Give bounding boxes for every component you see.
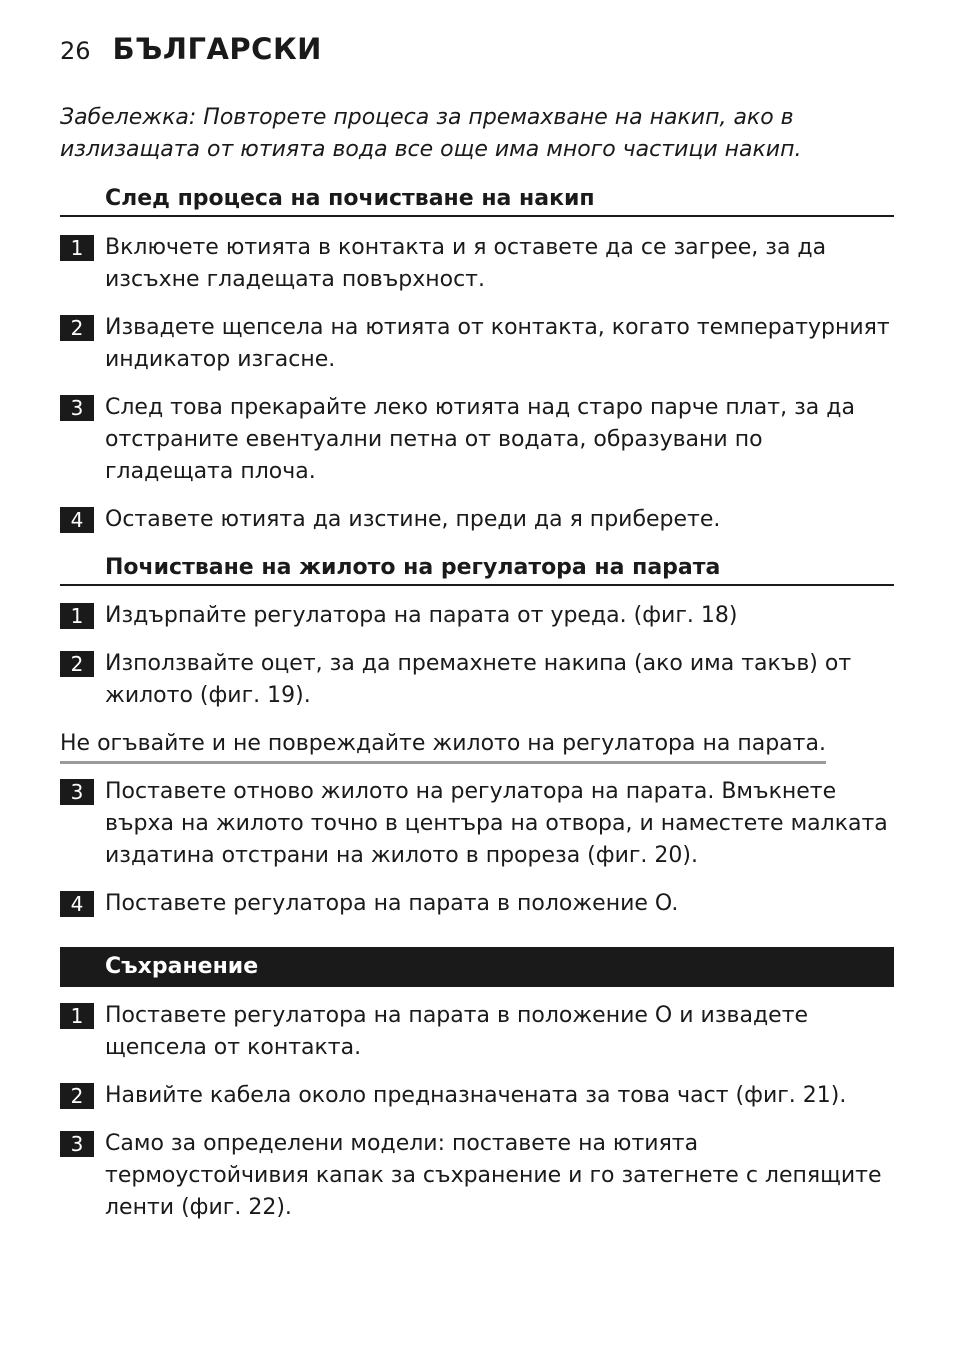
step-text: Оставете ютията да изстине, преди да я приберете. bbox=[105, 507, 721, 532]
step-item bbox=[60, 392, 894, 488]
step-item bbox=[60, 1128, 894, 1224]
step-number-badge: 1 bbox=[60, 235, 94, 261]
page-number: 26 bbox=[60, 37, 91, 65]
section-heading-storage: Съхранение bbox=[60, 947, 894, 987]
step-item bbox=[60, 888, 894, 920]
step-number-badge: 2 bbox=[60, 651, 94, 677]
step-text: След това прекарайте леко ютията над старо парче плат, за да отстраните евентуални петна от водата, образувани по гладещата плоча. bbox=[105, 395, 855, 484]
step-number-badge: 2 bbox=[60, 315, 94, 341]
step-text: Включете ютията в контакта и я оставете да се загрее, за да изсъхне гладещата повърхност. bbox=[105, 235, 827, 292]
section-heading-after-descaling: След процеса на почистване на накип bbox=[60, 184, 894, 217]
section-heading-steam-needle: Почистване на жилото на регулатора на парата bbox=[60, 553, 894, 586]
step-number-badge: 3 bbox=[60, 1131, 94, 1157]
page-header bbox=[60, 32, 322, 66]
step-text: Поставете регулатора на парата в положение O. bbox=[105, 891, 679, 916]
step-text: Поставете регулатора на парата в положение O и извадете щепсела от контакта. bbox=[105, 1003, 809, 1060]
language-title: БЪЛГАРСКИ bbox=[112, 32, 322, 66]
step-text: Използвайте оцет, за да премахнете накипа (ако има такъв) от жилото (фиг. 19). bbox=[105, 651, 852, 708]
step-item bbox=[60, 1080, 894, 1112]
step-number-badge: 4 bbox=[60, 891, 94, 917]
step-item bbox=[60, 312, 894, 376]
step-item bbox=[60, 504, 894, 536]
step-number-badge: 1 bbox=[60, 603, 94, 629]
step-text: Навийте кабела около предназначената за това част (фиг. 21). bbox=[105, 1083, 847, 1108]
step-text: Издърпайте регулатора на парата от уреда. (фиг. 18) bbox=[105, 603, 738, 628]
step-number-badge: 4 bbox=[60, 507, 94, 533]
step-number-badge: 3 bbox=[60, 395, 94, 421]
step-text: Извадете щепсела на ютията от контакта, когато температурният индикатор изгасне. bbox=[105, 315, 890, 372]
step-number-badge: 1 bbox=[60, 1003, 94, 1029]
step-text: Само за определени модели: поставете на ютията термоустойчивия капак за съхранение и го затегнете с лепящите ленти (фиг. 22). bbox=[105, 1131, 882, 1220]
warning-text: Не огъвайте и не повреждайте жилото на регулатора на парата. bbox=[60, 728, 826, 764]
step-number-badge: 3 bbox=[60, 779, 94, 805]
step-item bbox=[60, 648, 894, 712]
step-number-badge: 2 bbox=[60, 1083, 94, 1109]
step-item bbox=[60, 776, 894, 872]
descaling-note: Забележка: Повторете процеса за премахване на накип, ако в излизащата от ютията вода все още има много частици накип. bbox=[60, 105, 802, 162]
step-item bbox=[60, 1000, 894, 1064]
step-text: Поставете отново жилото на регулатора на парата. Вмъкнете върха на жилото точно в центъра на отвора, и наместете малката издатина отстрани на жилото в прореза (фиг. 20). bbox=[105, 779, 888, 868]
step-item bbox=[60, 232, 894, 296]
step-item bbox=[60, 600, 894, 632]
